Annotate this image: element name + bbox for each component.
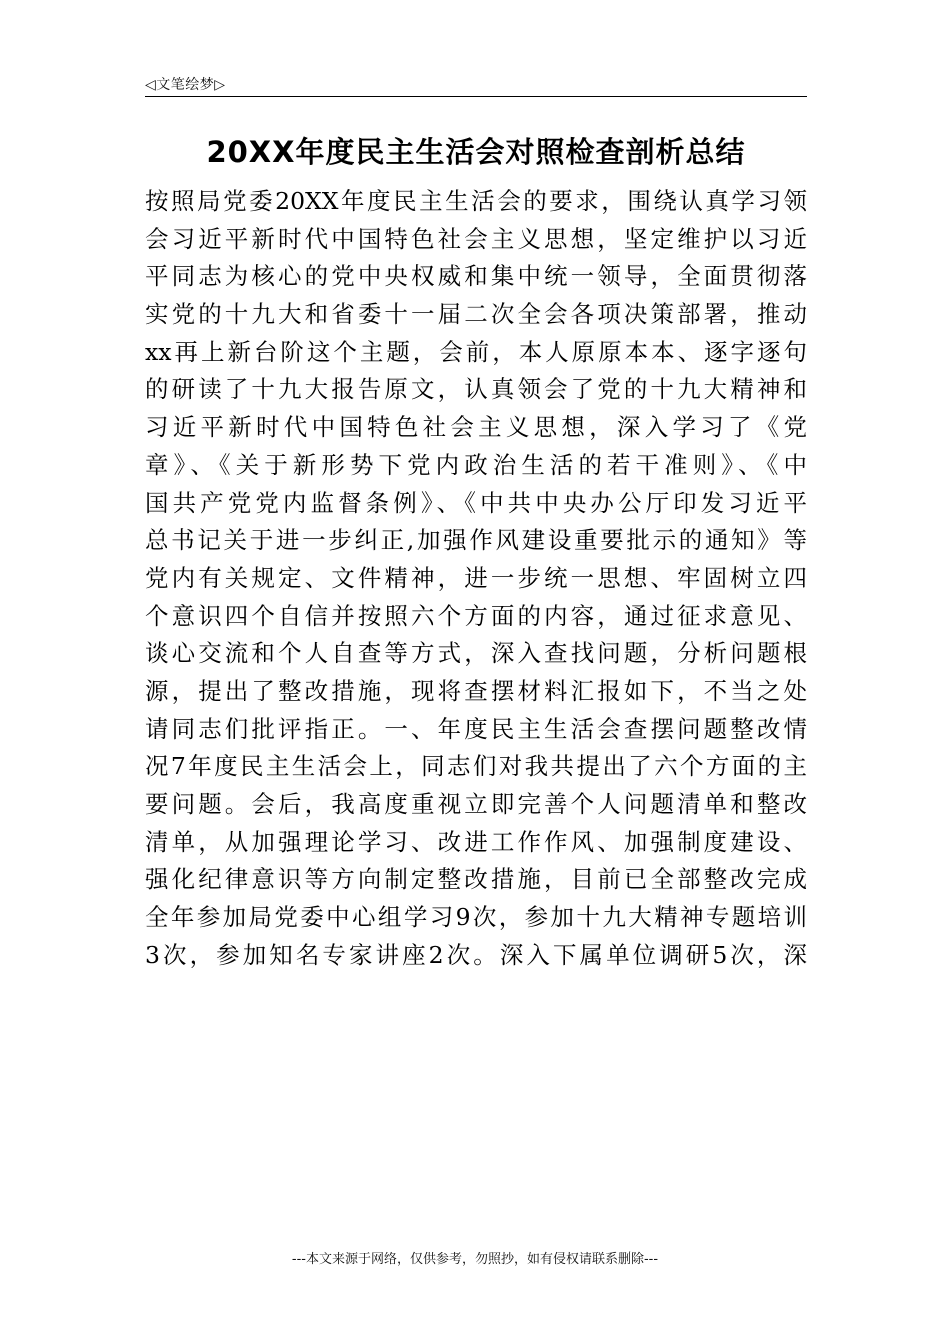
body-line: 国共产党党内监督条例》、《中共中央办公厅印发习近平 bbox=[145, 488, 807, 517]
body-line: 谈心交流和个人自查等方式，深入查找问题，分析问题根 bbox=[145, 639, 807, 668]
body-line: 党内有关规定、文件精神，进一步统一思想、牢固树立四 bbox=[145, 563, 807, 592]
body-line: 的研读了十九大报告原文，认真领会了党的十九大精神和 bbox=[145, 375, 807, 404]
header-watermark: ◁文笔绘梦▷ bbox=[145, 77, 226, 93]
body-line: 章》、《关于新形势下党内政治生活的若干准则》、《中 bbox=[145, 450, 807, 479]
body-line: 个意识四个自信并按照六个方面的内容，通过征求意见、 bbox=[145, 601, 807, 630]
body-line: 会习近平新时代中国特色社会主义思想，坚定维护以习近 bbox=[145, 224, 807, 253]
body-line: 要问题。会后，我高度重视立即完善个人问题清单和整改 bbox=[145, 790, 807, 818]
body-line: 强化纪律意识等方向制定整改措施，目前已全部整改完成 bbox=[145, 865, 807, 894]
body-line: 平同志为核心的党中央权威和集中统一领导，全面贯彻落 bbox=[145, 262, 807, 291]
body-line: 全年参加局党委中心组学习9次，参加十九大精神专题培训 bbox=[145, 903, 807, 932]
body-line: 源，提出了整改措施，现将查摆材料汇报如下，不当之处 bbox=[145, 676, 807, 705]
document-title: 20XX年度民主生活会对照检查剖析总结 bbox=[206, 135, 746, 169]
body-line: 总书记关于进一步纠正,加强作风建设重要批示的通知》等 bbox=[145, 526, 807, 555]
body-line: 况7年度民主生活会上，同志们对我共提出了六个方面的主 bbox=[145, 752, 807, 781]
body-line: 实党的十九大和省委十一届二次全会各项决策部署，推动 bbox=[145, 300, 807, 329]
body-line: 习近平新时代中国特色社会主义思想，深入学习了《党 bbox=[145, 413, 807, 442]
footer-disclaimer: ---本文来源于网络，仅供参考，勿照抄，如有侵权请联系删除--- bbox=[291, 1252, 659, 1267]
document-body bbox=[145, 183, 807, 974]
body-line: 请同志们批评指正。一、年度民主生活会查摆问题整改情 bbox=[145, 714, 807, 743]
header-divider bbox=[145, 96, 807, 97]
body-line: xx再上新台阶这个主题，会前，本人原原本本、逐字逐句 bbox=[145, 337, 807, 366]
body-line: 按照局党委20XX年度民主生活会的要求，围绕认真学习领 bbox=[145, 187, 807, 215]
body-line: 3次，参加知名专家讲座2次。深入下属单位调研5次，深 bbox=[145, 940, 807, 969]
body-line: 清单，从加强理论学习、改进工作作风、加强制度建设、 bbox=[145, 827, 807, 856]
